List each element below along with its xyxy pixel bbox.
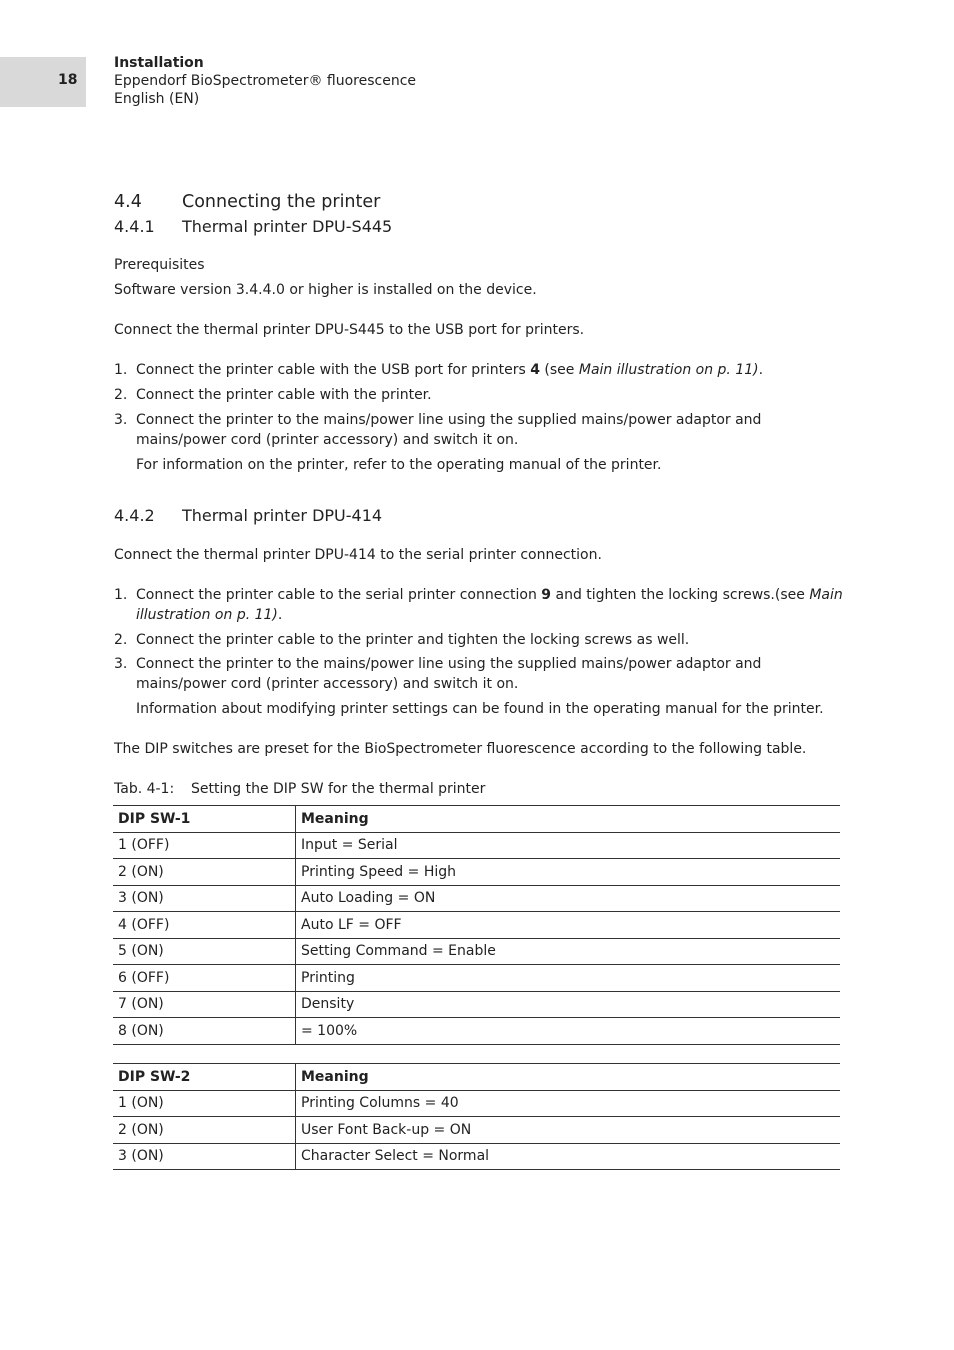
- header-language: English (EN): [114, 91, 200, 107]
- heading-number: 4.4.2: [114, 506, 155, 525]
- heading-title: Thermal printer DPU-S445: [182, 217, 393, 236]
- cross-reference-link[interactable]: Main illustration on p. 11): [578, 362, 759, 378]
- heading-number: 4.4.1: [114, 217, 155, 236]
- table-caption-text: Setting the DIP SW for the thermal printer: [191, 781, 486, 797]
- running-header: [114, 54, 416, 108]
- step-text-part: and tighten the locking screws.(see: [551, 587, 810, 603]
- header-section: Installation: [114, 55, 204, 71]
- heading-title: Thermal printer DPU-414: [182, 506, 383, 525]
- table-row: [113, 1117, 840, 1144]
- step-3: [114, 654, 844, 694]
- table-row: [113, 1143, 840, 1170]
- meaning-cell: Input = Serial: [296, 832, 841, 859]
- table-caption: [114, 779, 485, 799]
- step-number: 2.: [114, 387, 128, 403]
- step-1: [114, 360, 844, 380]
- step-text-part: (see: [539, 362, 579, 378]
- switch-cell: 3 (ON): [113, 885, 296, 912]
- meaning-cell: Character Select = Normal: [296, 1143, 841, 1170]
- step-number: 3.: [114, 412, 128, 428]
- step-3-note: Information about modifying printer settings can be found in the operating manual for the printer.: [136, 701, 824, 717]
- intro-paragraph: Connect the thermal printer DPU-S445 to the USB port for printers.: [114, 322, 585, 338]
- step-number: 3.: [114, 656, 128, 672]
- meaning-cell: Setting Command = Enable: [296, 938, 841, 965]
- step-callout-number: 9: [541, 587, 552, 603]
- switch-cell: 2 (ON): [113, 859, 296, 886]
- switch-cell: 2 (ON): [113, 1117, 296, 1144]
- dip-sw-2-table: [113, 1063, 840, 1170]
- dip-sw-1-table: [113, 805, 840, 1045]
- column-header: DIP SW-2: [113, 1064, 296, 1091]
- column-header: Meaning: [296, 1064, 841, 1091]
- switch-cell: 5 (ON): [113, 938, 296, 965]
- table-row: [113, 938, 840, 965]
- heading-4-4-1: [114, 217, 392, 237]
- step-3-note: For information on the printer, refer to the operating manual of the printer.: [136, 457, 662, 473]
- table-header-row: [113, 806, 840, 833]
- meaning-cell: = 100%: [296, 1018, 841, 1045]
- dip-intro-paragraph: The DIP switches are preset for the BioSpectrometer fluorescence according to the following table.: [114, 741, 807, 757]
- prerequisites-label: Prerequisites: [114, 257, 205, 273]
- prerequisites-text: Software version 3.4.4.0 or higher is installed on the device.: [114, 282, 537, 298]
- table-row: [113, 1018, 840, 1045]
- step-number: 1.: [114, 362, 128, 378]
- table-header-row: [113, 1064, 840, 1091]
- meaning-cell: Auto LF = OFF: [296, 912, 841, 939]
- step-text-part: Connect the printer cable with the USB port for printers: [136, 362, 531, 378]
- step-text-part: Connect the printer cable to the serial printer connection: [136, 587, 542, 603]
- switch-cell: 1 (OFF): [113, 832, 296, 859]
- heading-number: 4.4: [114, 192, 142, 212]
- header-product: Eppendorf BioSpectrometer® fluorescence: [114, 73, 417, 89]
- table-caption-label: Tab. 4-1:: [114, 781, 175, 797]
- meaning-cell: Printing Columns = 40: [296, 1090, 841, 1117]
- switch-cell: 8 (ON): [113, 1018, 296, 1045]
- step-text: [136, 360, 844, 380]
- table-row: [113, 991, 840, 1018]
- step-text-part: .: [277, 607, 283, 623]
- step-3: [114, 410, 844, 450]
- step-text: Connect the printer cable to the printer and tighten the locking screws as well.: [136, 632, 690, 648]
- table-row: [113, 859, 840, 886]
- meaning-cell: Printing Speed = High: [296, 859, 841, 886]
- step-1: [114, 585, 844, 625]
- table-row: [113, 885, 840, 912]
- step-text: Connect the printer to the mains/power line using the supplied mains/power adaptor and mains/power cord (printer accessory) and switch it on.: [136, 412, 762, 448]
- step-number: 1.: [114, 587, 128, 603]
- meaning-cell: Density: [296, 991, 841, 1018]
- switch-cell: 1 (ON): [113, 1090, 296, 1117]
- heading-title: Connecting the printer: [182, 192, 381, 212]
- meaning-cell: Printing: [296, 965, 841, 992]
- step-number: 2.: [114, 632, 128, 648]
- step-callout-number: 4: [530, 362, 540, 378]
- column-header: Meaning: [296, 806, 841, 833]
- page-number: 18: [58, 72, 78, 88]
- switch-cell: 4 (OFF): [113, 912, 296, 939]
- column-header: DIP SW-1: [113, 806, 296, 833]
- step-2: [114, 630, 844, 650]
- table-row: [113, 832, 840, 859]
- heading-4-4-2: [114, 506, 382, 526]
- step-text: [136, 585, 844, 625]
- intro-paragraph: Connect the thermal printer DPU-414 to the serial printer connection.: [114, 547, 602, 563]
- switch-cell: 6 (OFF): [113, 965, 296, 992]
- meaning-cell: User Font Back-up = ON: [296, 1117, 841, 1144]
- cross-reference-link[interactable]: Main illustration on p. 11): [136, 587, 843, 623]
- table-row: [113, 965, 840, 992]
- step-text-part: .: [758, 362, 764, 378]
- heading-4-4: [114, 192, 380, 212]
- switch-cell: 3 (ON): [113, 1143, 296, 1170]
- table-row: [113, 912, 840, 939]
- table-row: [113, 1090, 840, 1117]
- step-text: Connect the printer cable with the printer.: [136, 387, 432, 403]
- step-2: [114, 385, 844, 405]
- switch-cell: 7 (ON): [113, 991, 296, 1018]
- step-text: Connect the printer to the mains/power line using the supplied mains/power adaptor and mains/power cord (printer accessory) and switch it on.: [136, 656, 762, 692]
- meaning-cell: Auto Loading = ON: [296, 885, 841, 912]
